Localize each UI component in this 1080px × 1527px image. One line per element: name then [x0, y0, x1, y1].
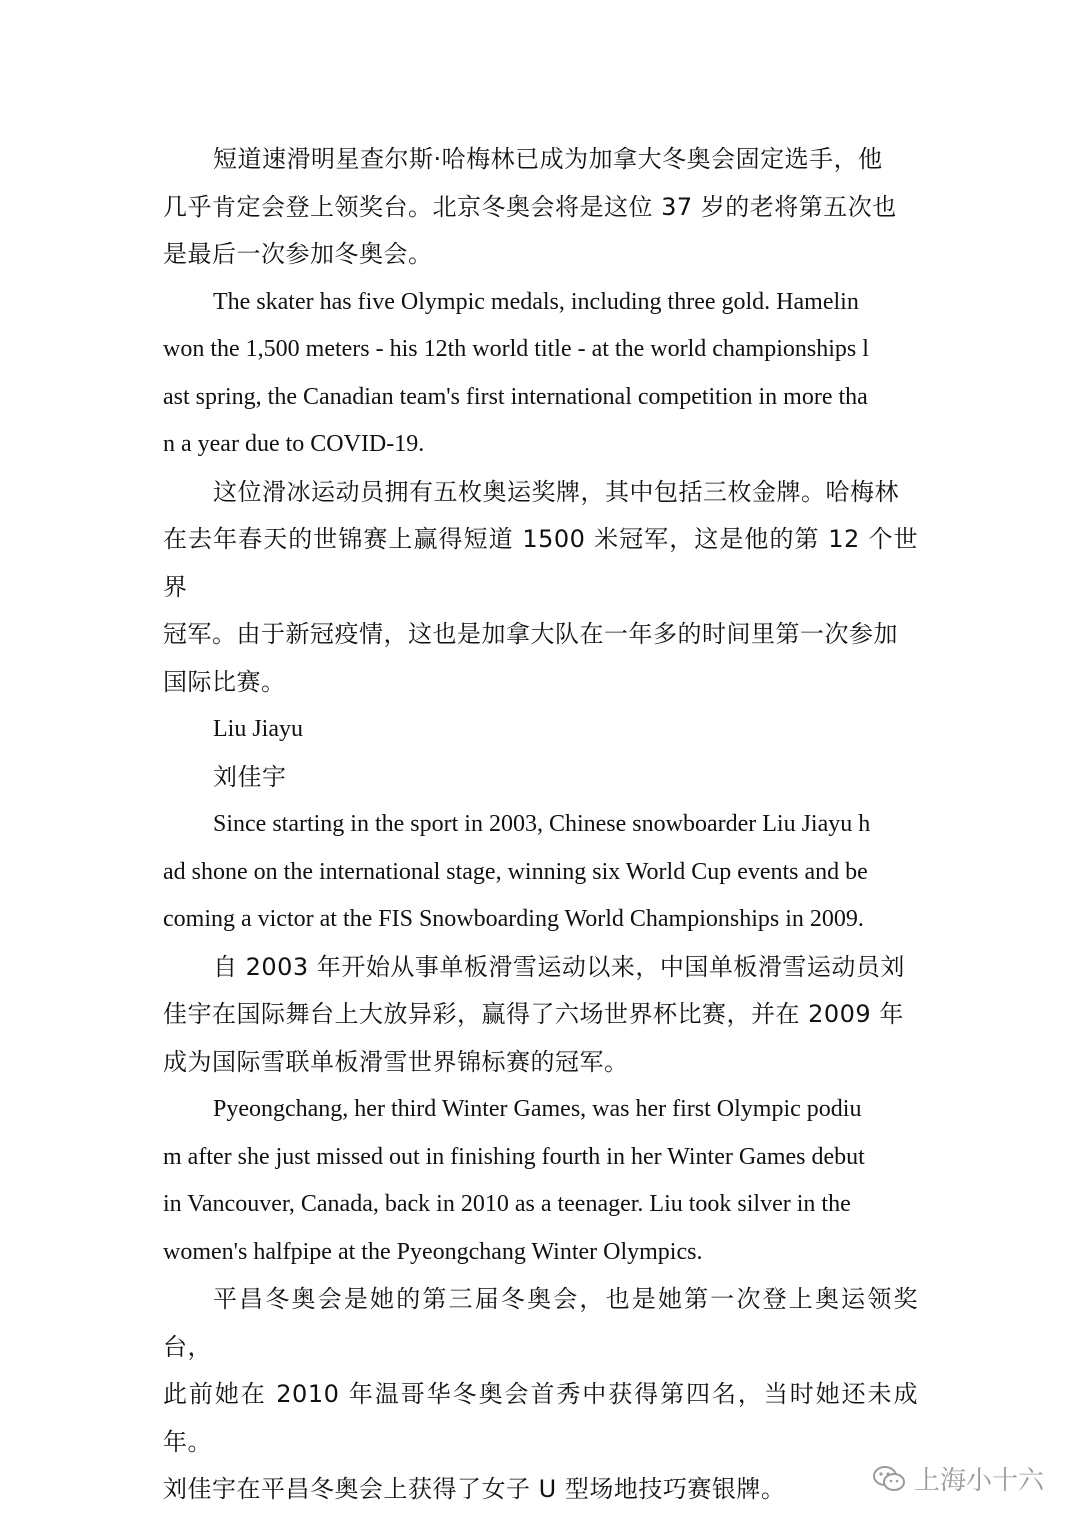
watermark-text: 上海小十六 [913, 1466, 1044, 1496]
paragraph-hamelin-zh: 短道速滑明星查尔斯·哈梅林已成为加拿大冬奥会固定选手，他 几乎肯定会登上领奖台。北京冬奥会将是这位 37 岁的老将第五次也 是最后一次参加冬奥会。 [163, 145, 897, 268]
paragraph-liu-career-zh: 自 2003 年开始从事单板滑雪运动以来，中国单板滑雪运动员刘 佳宇在国际舞台上大放异彩，赢得了六场世界杯比赛，并在 2009 年 成为国际雪联单板滑雪世界锦标赛的冠军。 [163, 952, 905, 1076]
watermark [872, 1460, 1044, 1497]
section-heading-liu-jiayu-zh: 刘佳宇 [213, 762, 287, 791]
paragraph-hamelin-medals-en: The skater has five Olympic medals, including three gold. Hamelin won the 1,500 meters - his 12th world title - at the world championships l ast spring, the Canadian team's first international competition in more tha n a year due to COVID-19. [163, 288, 869, 457]
paragraph-hamelin-medals-zh: 这位滑冰运动员拥有五枚奥运奖牌，其中包括三枚金牌。哈梅林 在去年春天的世锦赛上赢得短道 1500 米冠军，这是他的第 12 个世界 冠军。由于新冠疫情，这也是加拿大队在一年多的时间里第一次参加 国际比赛。 [163, 477, 918, 696]
wechat-icon [872, 1464, 906, 1494]
document-body [163, 136, 918, 1514]
paragraph-liu-pyeongchang-en: Pyeongchang, her third Winter Games, was her first Olympic podiu m after she just missed out in finishing fourth in her Winter Games debut in Vancouver, Canada, back in 2010 as a teenager. Liu took silver in the women's halfpipe at the Pyeongchang Winter Olympics. [163, 1096, 865, 1265]
paragraph-liu-pyeongchang-zh: 平昌冬奥会是她的第三届冬奥会，也是她第一次登上奥运领奖台， 此前她在 2010 年温哥华冬奥会首秀中获得第四名，当时她还未成年。 刘佳宇在平昌冬奥会上获得了女子 U 型场地技巧赛银牌。 [163, 1285, 918, 1503]
section-heading-liu-jiayu-en: Liu Jiayu [213, 716, 303, 742]
paragraph-liu-career-en: Since starting in the sport in 2003, Chinese snowboarder Liu Jiayu h ad shone on the international stage, winning six World Cup events and be coming a victor at the FIS Snowboarding World Championships in 2009. [163, 811, 871, 932]
